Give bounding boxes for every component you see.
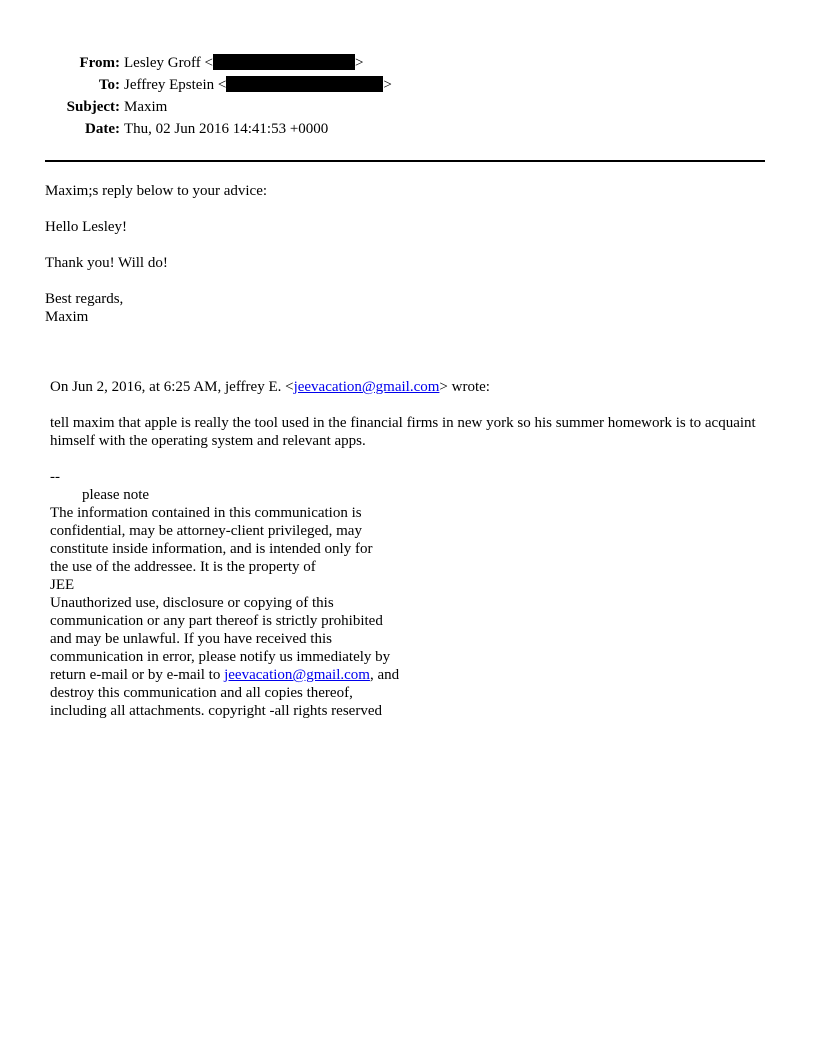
body-line: Best regards, [45, 291, 124, 307]
to-value [124, 74, 392, 96]
header-divider [45, 160, 765, 162]
to-name: Jeffrey Epstein < [124, 77, 227, 93]
message-body [45, 182, 765, 326]
body-line: Hello Lesley! [45, 219, 128, 235]
disclaimer-line: constitute inside information, and is intended only for [50, 541, 373, 557]
from-value [124, 52, 363, 74]
email-link[interactable]: jeevacation@gmail.com [293, 379, 440, 395]
signature-note: please note [82, 487, 150, 503]
subject-value: Maxim [124, 99, 168, 115]
email-header [0, 52, 816, 140]
email-link[interactable]: jeevacation@gmail.com [224, 667, 370, 683]
to-row [0, 74, 816, 96]
disclaimer-line: JEE [50, 577, 75, 593]
quote-intro [50, 378, 770, 396]
disclaimer-line: including all attachments. copyright -all rights reserved [50, 703, 382, 719]
from-name: Lesley Groff < [124, 55, 213, 71]
subject-row [0, 96, 816, 118]
disclaimer-line: confidential, may be attorney-client privileged, may [50, 523, 362, 539]
disclaimer-line: destroy this communication and all copies thereof, [50, 685, 353, 701]
redaction-box [226, 76, 383, 92]
quoted-text: tell maxim that apple is really the tool used in the financial firms in new york so his summer homework is to acquaint himself with the operating system and relevant apps. [50, 415, 756, 449]
disclaimer-line: communication or any part thereof is strictly prohibited [50, 613, 383, 629]
disclaimer-line [50, 666, 770, 684]
signature-dash: -- [50, 469, 60, 485]
quote-intro-prefix: On Jun 2, 2016, at 6:25 AM, jeffrey E. < [50, 379, 294, 395]
date-row [0, 118, 816, 140]
disclaimer-line: the use of the addressee. It is the property of [50, 559, 316, 575]
date-label: Date: [85, 121, 120, 137]
from-label: From: [79, 55, 120, 71]
quote-intro-suffix: > wrote: [439, 379, 490, 395]
disclaimer-line: and may be unlawful. If you have received this [50, 631, 332, 647]
redaction-box [213, 54, 355, 70]
to-close: > [383, 77, 392, 93]
body-line: Thank you! Will do! [45, 255, 168, 271]
date-value: Thu, 02 Jun 2016 14:41:53 +0000 [124, 121, 329, 137]
quoted-message [50, 378, 770, 720]
disclaimer-line: Unauthorized use, disclosure or copying of this [50, 595, 334, 611]
disclaimer-line: communication in error, please notify us immediately by [50, 649, 391, 665]
body-line: Maxim;s reply below to your advice: [45, 183, 268, 199]
body-line: Maxim [45, 309, 89, 325]
from-row [0, 52, 816, 74]
return-prefix: return e-mail or by e-mail to [50, 667, 225, 683]
disclaimer-line: The information contained in this communication is [50, 505, 362, 521]
subject-label: Subject: [66, 99, 120, 115]
from-close: > [355, 55, 364, 71]
to-label: To: [98, 77, 120, 93]
return-suffix: , and [369, 667, 400, 683]
